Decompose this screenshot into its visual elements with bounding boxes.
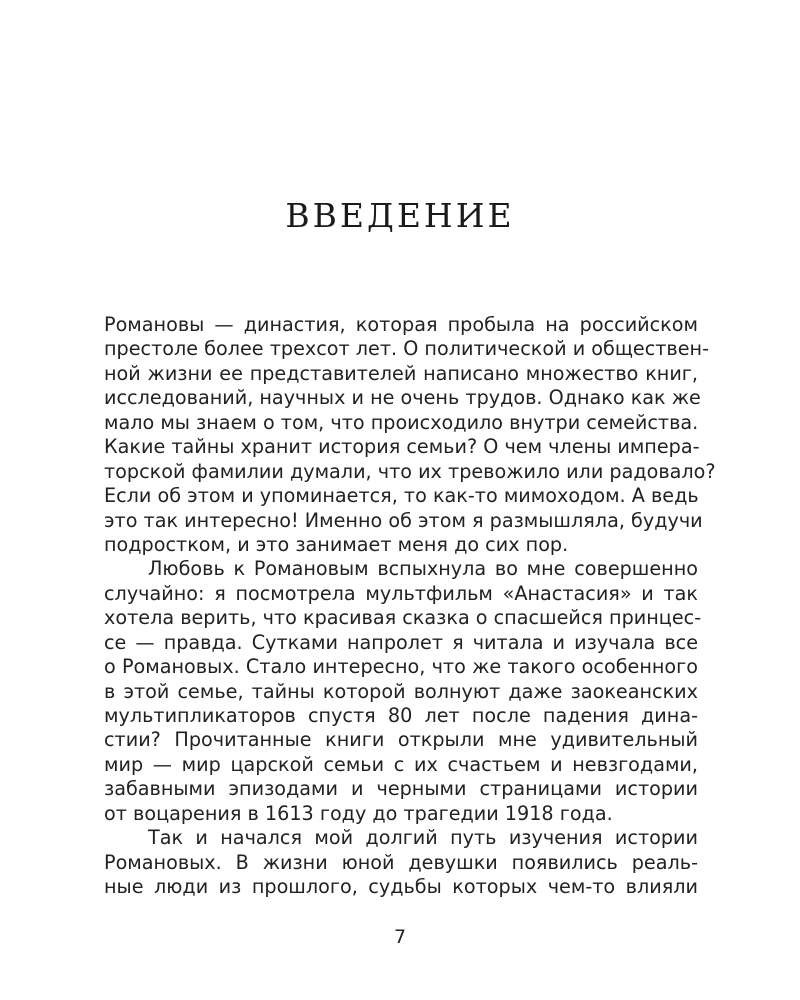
- text-line: забавными эпизодами и черными страницами истории: [104, 777, 698, 801]
- text-line: хотела верить, что красивая сказка о спасшейся принцес-: [104, 606, 702, 630]
- text-line: Романовы — династия, которая пробыла на российском: [104, 313, 698, 336]
- text-line: о Романовых. Стало интересно, что же такого особенного: [104, 655, 698, 679]
- text-line: ные люди из прошлого, судьбы которых чем-то влияли: [104, 875, 698, 899]
- text-line: се — правда. Сутками напролет я читала и изучала все: [104, 630, 698, 654]
- text-line: мало мы знаем о том, что происходило внутри семейства.: [104, 410, 699, 434]
- text-line: от воцарения в 1613 году до трагедии 1918 года.: [104, 801, 613, 825]
- chapter-title: ВВЕДЕНИЕ: [285, 196, 515, 235]
- text-line: ной жизни ее представителей написано множество книг,: [104, 361, 698, 385]
- body-text: [104, 313, 716, 900]
- text-line: это так интересно! Именно об этом я размышляла, будучи: [104, 508, 703, 532]
- text-line: Если об этом и упоминается, то как-то мимоходом. А ведь: [104, 484, 699, 508]
- text-line: Любовь к Романовым вспыхнула во мне совершенно: [148, 557, 698, 581]
- text-line: в этой семье, тайны которой волнуют даже заокеанских: [104, 679, 698, 703]
- text-line: Так и начался мой долгий путь изучения истории: [148, 826, 698, 850]
- text-line: торской фамилии думали, что их тревожило или радовало?: [104, 459, 716, 483]
- page-number: 7: [393, 926, 407, 948]
- text-line: случайно: я посмотрела мультфильм «Анастасия» и так: [104, 581, 698, 605]
- text-line: Какие тайны хранит история семьи? О чем члены импера-: [104, 435, 700, 459]
- text-line: Романовых. В жизни юной девушки появились реаль-: [104, 850, 698, 874]
- text-line: престоле более трехсот лет. О политической и обществен-: [104, 337, 710, 361]
- text-line: исследований, научных и не очень трудов. Однако как же: [104, 386, 701, 410]
- text-line: подростком, и это занимает меня до сих пор.: [104, 532, 569, 556]
- text-line: стии? Прочитанные книги открыли мне удивительный: [104, 728, 698, 752]
- text-line: мир — мир царской семьи с их счастьем и невзгодами,: [104, 752, 698, 776]
- text-line: мультипликаторов спустя 80 лет после падения дина-: [104, 704, 698, 727]
